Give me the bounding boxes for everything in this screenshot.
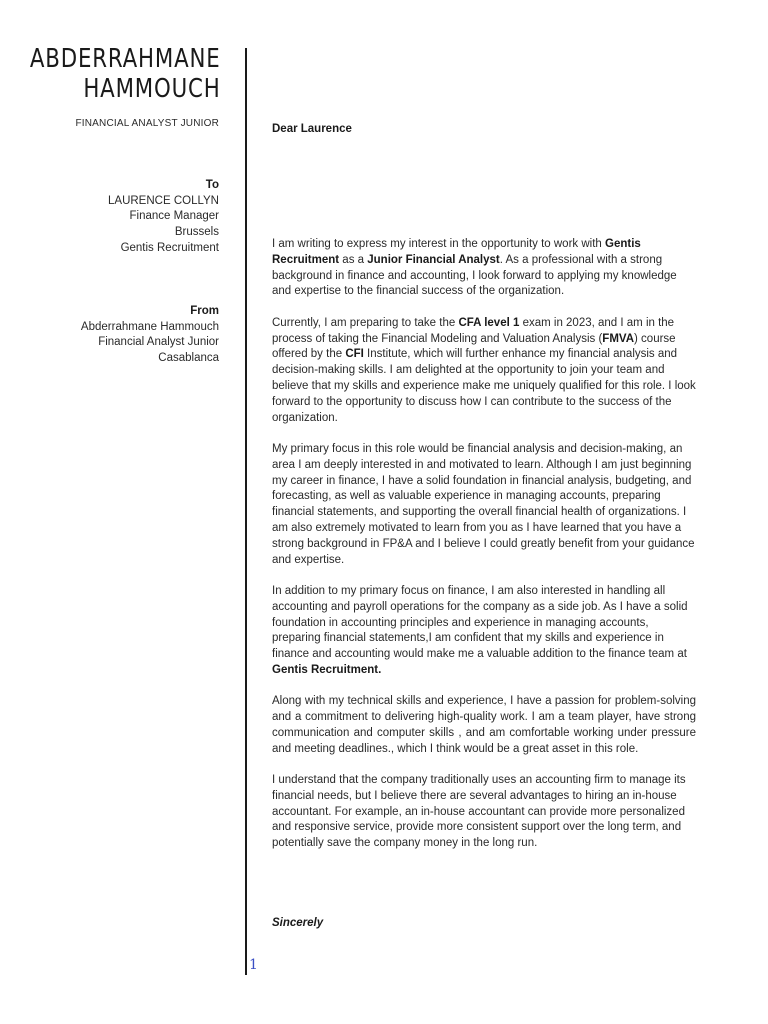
letter-paragraph — [272, 237, 696, 300]
paragraph-text: Institute, which will further enhance my financial analysis and decision-making skills. I am delighted at the opportunity to join your team and believe that my skills and experience make me uniquely qualified for this role. I look forward to the opportunity to discuss how I can contribute to the success of the organization. — [272, 348, 696, 424]
letter-paragraph — [272, 584, 696, 679]
page-number: 1 — [249, 957, 258, 973]
vertical-divider — [245, 48, 247, 975]
sender-heading: From — [190, 305, 219, 317]
emphasis-text: Gentis Recruitment. — [272, 663, 382, 676]
paragraph-text: I understand that the company traditionally uses an accounting firm to manage its financial needs, but I believe there are several advantages to hiring an in-house accountant. For example, an in-house accountant can provide more personalized and responsive service, provide more consistent support over the long term, and potentially save the company money in the long run. — [272, 774, 686, 850]
paragraph-text: Currently, I am preparing to take the — [272, 316, 459, 329]
letter-paragraph — [272, 773, 696, 852]
paragraph-text: Along with my technical skills and experience, I have a passion for problem-solving and a commitment to delivering high-quality work. I am a team player, have strong communication and computer skills , and am comfortable working under pressure and meeting deadlines., which I think would be a great asset in this role. — [272, 695, 696, 755]
paragraph-text: ) course offered by the — [272, 332, 676, 361]
applicant-name-line1: ABDERRAHMANE — [30, 44, 221, 74]
recipient-name: LAURENCE COLLYN — [108, 194, 219, 207]
paragraph-text: . As a professional with a strong background in finance and accounting, I look forward to applying my knowledge and expertise to the financial success of the organization. — [272, 253, 677, 298]
sender-role: Financial Analyst Junior — [98, 336, 219, 349]
sender-name: Abderrahmane Hammouch — [80, 320, 219, 333]
job-title: FINANCIAL ANALYST JUNIOR — [75, 118, 219, 129]
paragraph-text: as a — [339, 253, 368, 266]
paragraph-text: I am writing to express my interest in the opportunity to work with — [272, 238, 605, 250]
emphasis-text: Junior Financial Analyst — [367, 253, 500, 266]
paragraph-text: In addition to my primary focus on finance, I am also interested in handling all accounting and payroll operations for the company as a side job. As I have a solid foundation in accounting principles and experience in managing accounts, preparing financial statements,I am confident that my skills and experience in finance and accounting would make me a valuable addition to the finance team at — [272, 584, 688, 661]
recipient-heading: To — [205, 179, 219, 191]
letter-paragraph — [272, 442, 696, 568]
emphasis-text: Gentis Recruitment — [272, 238, 641, 266]
recipient-city: Brussels — [174, 226, 219, 239]
letter-paragraph — [272, 694, 696, 757]
applicant-name — [30, 44, 221, 104]
recipient-role: Finance Manager — [129, 210, 219, 223]
paragraph-text: My primary focus in this role would be financial analysis and decision-making, an area I am deeply interested in and motivated to learn. Although I am just beginning my career in finance, I have a solid foundation in financial analysis, budgeting, and forecasting, as well as valuable experience in managing accounts, preparing financial statements, and supporting the overall financial health of organizations. I am also extremely motivated to learn from you as I have learned that you have a strong background in FP&A and I believe I could greatly benefit from your guidance and expertise. — [272, 442, 695, 566]
sender-city: Casablanca — [158, 352, 219, 365]
emphasis-text: CFI — [345, 348, 364, 361]
letter-paragraph — [272, 316, 696, 427]
letter-body — [272, 237, 696, 868]
recipient-block — [108, 178, 219, 257]
recipient-company: Gentis Recruitment — [120, 241, 219, 254]
emphasis-text: FMVA — [602, 332, 635, 345]
salutation: Dear Laurence — [272, 123, 352, 135]
closing: Sincerely — [272, 917, 324, 929]
sender-block — [81, 304, 219, 367]
emphasis-text: CFA level 1 — [458, 316, 520, 329]
paragraph-text: exam in 2023, and I am in the process of taking the Financial Modeling and Valuation Analysis ( — [272, 316, 675, 345]
applicant-name-line2: HAMMOUCH — [83, 74, 221, 104]
